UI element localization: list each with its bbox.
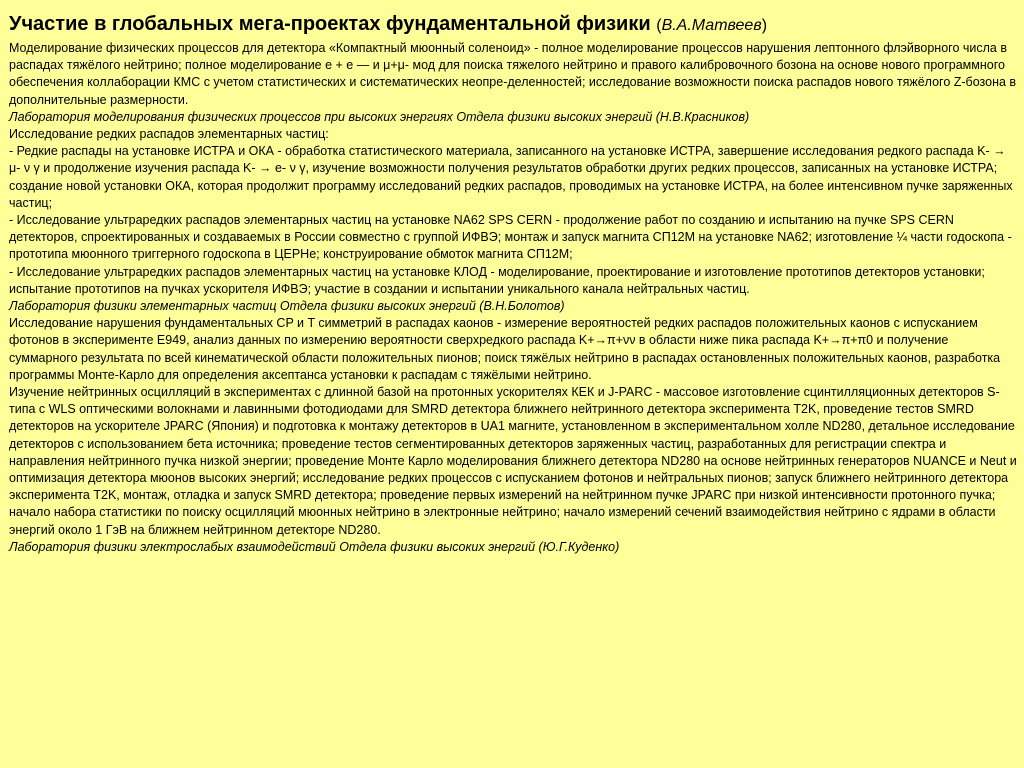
- paragraph: - Редкие распады на установке ИСТРА и ОКА - обработка статистического материала, записанного на установке ИСТРА, завершение исследования редкого распада K- → μ- ν γ и продолжение изучения распада K- → e- ν γ, изучение возможности получения результатов обработки других редких процессов, записанных на установке ИСТРА; создание новой установки ОКА, которая продолжит программу исследований редких распадов, проводимых на установке ИСТРА, на более интенсивном пучке заряженных частиц;: [9, 144, 1013, 210]
- paragraph: Изучение нейтринных осцилляций в экспериментах с длинной базой на протонных ускорителях КЕК и J-PARC - массовое изготовление сцинтилляционных детекторов S-типа с WLS оптическими волокнами и лавинными фотодиодами для SMRD детектора ближнего нейтринного детектора эксперимента T2K, проведение тестов SMRD детекторов на ускорителе JPARC (Япония) и подготовка к монтажу детекторов в UA1 магните, установленном в экспериментальном холле ND280, детальное исследование детекторов с использованием бета источника; проведение тестов сегментированных детекторов заряженных частиц, разработанных для регистрации спектра и направления нейтринного пучка низкой энергии; проведение Монте Карло моделирования ближнего детектора ND280 на основе нейтринных генераторов NUANCE и Neut и оптимизация детектора мюонов высоких энергий; исследование редких процессов с испусканием фотонов и нейтральных пионов; запуск ближнего нейтринного детектора эксперимента T2K, монтаж, отладка и запуск SMRD детектора; проведение первых измерений на нейтринном пучке JPARC при низкой интенсивности протонного пучка; начало набора статистики по поиску осцилляций мюонных нейтрино в электронные нейтрино; начало измерений сечений взаимодействия нейтрино с ядрами в области энергий около 1 ГэВ на ближнем нейтринном детекторе ND280.: [9, 385, 1017, 537]
- paragraph: Моделирование физических процессов для детектора «Компактный мюонный соленоид» - полное моделирование процессов нарушения лептонного флэйворного числа в распадах тяжёлого нейтрино; полное моделирование e + e — и μ+μ- мод для поиска тяжелого нейтрино и правого калибровочного бозона на основе нового программного обеспечения коллаборации КМС с учетом статистических и систематических неопре-деленностей; исследование возможности поиска распадов нового тяжёлого Z-бозона в дополнительные размерности.: [9, 41, 1017, 107]
- title-main: Участие в глобальных мега-проектах фундаментальной физики: [9, 13, 651, 35]
- author-name: В.А.Матвеев: [661, 17, 762, 34]
- paragraph: Исследование редких распадов элементарных частиц:: [9, 127, 329, 142]
- paragraph: - Исследование ультраредких распадов элементарных частиц на установке КЛОД - моделирование, проектирование и изготовление прототипов детекторов установки; испытание прототипов на пучках ускорителя ИФВЭ; участие в создании и испытании уникального канала нейтральных частиц.: [9, 264, 985, 296]
- paragraph: - Исследование ультраредких распадов элементарных частиц на установке NA62 SPS CERN - продолжение работ по созданию и испытанию на пучке SPS CERN детекторов, спроектированных и создаваемых в России совместно с группой ИФВЭ; монтаж и запуск магнита СП12М на установке NA62; изготовление ¼ части годоскопа - прототипа мюонного триггерного годоскопа в ЦЕРНе; конструирование обмоток магнита СП12М;: [9, 213, 1012, 262]
- lab-credit: Лаборатория моделирования физических процессов при высоких энергиях Отдела физики высоких энергий (Н.В.Красников): [9, 109, 750, 124]
- lab-credit: Лаборатория физики элементарных частиц Отдела физики высоких энергий (В.Н.Болотов): [9, 299, 565, 314]
- slide-title: [9, 12, 1009, 38]
- paragraph: Исследование нарушения фундаментальных CP и T симметрий в распадах каонов - измерение вероятностей редких распадов положительных каонов с испусканием фотонов в эксперименте E949, анализ данных по измерению вероятности сверхредкого распада K+→π+νν в области ниже пика распада K+→π+π0 и получение суммарного результата по всей кинематической области положительных пионов; поиск тяжёлых нейтрино в распадах остановленных положительных каонов, разработка программы Монте-Карло для определения аксептанса установки к распадам с тяжёлыми нейтрино.: [9, 316, 1001, 382]
- title-author: (В.А.Матвеев): [656, 17, 768, 34]
- slide-body: [9, 40, 1019, 556]
- lab-credit: Лаборатория физики электрослабых взаимодействий Отдела физики высоких энергий (Ю.Г.Куденко): [9, 539, 620, 554]
